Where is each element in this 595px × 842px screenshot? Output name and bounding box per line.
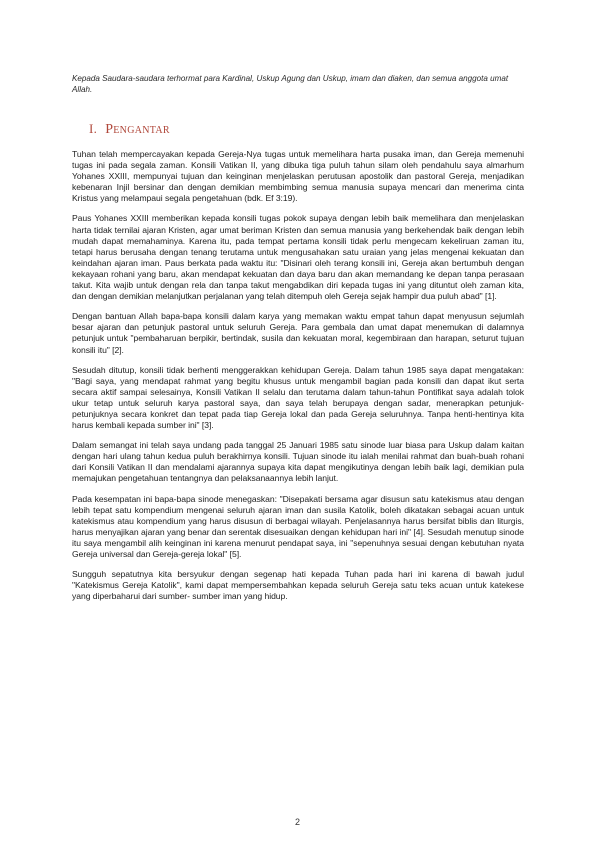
paragraph: Dalam semangat ini telah saya undang pada tanggal 25 Januari 1985 satu sinode luar biasa para Uskup dalam kaitan dengan hari ulang tahun kedua puluh berakhirnya konsili. Tujuan sinode itu ialah menilai rahmat dan buah-buah rohani dari Konsili Vatikan II dan mendalami ajarannya supaya kita dapat mengikutinya dengan lebih baik lagi, demikian pula memajukan pengetahuan tentangnya dan pelaksanaannya lebih lanjut. [72,440,524,484]
paragraph: Tuhan telah mempercayakan kepada Gereja-Nya tugas untuk memelihara harta pusaka iman, dan Gereja memenuhi tugas ini pada segala zaman. Konsili Vatikan II, yang dibuka tiga puluh tahun silam oleh pendahulu saya almarhum Yohanes XXIII, mempunyai tujuan dan keinginan menjelaskan perutusan apostolik dan pastoral Gereja, menjadikan kebenaran Injil bersinar dan dengan demikian membimbing semua manusia supaya mencari dan menerima cinta Kristus yang melampaui segala pengetahuan (bdk. Ef 3:19). [72,149,524,204]
paragraph: Sungguh sepatutnya kita bersyukur dengan segenap hati kepada Tuhan pada hari ini karena di bawah judul "Katekismus Gereja Katolik", kami dapat mempersembahkan kepada seluruh Gereja satu teks acuan untuk katekese yang diperbaharui dari sumber- sumber iman yang hidup. [72,569,524,602]
salutation: Kepada Saudara-saudara terhormat para Kardinal, Uskup Agung dan Uskup, imam dan diaken, dan semua anggota umat Allah. [72,74,509,94]
paragraph: Dengan bantuan Allah bapa-bapa konsili dalam karya yang memakan waktu empat tahun dapat menyusun sejumlah besar ajaran dan petunjuk pastoral untuk seluruh Gereja. Para gembala dan umat dapat menemukan di dalamnya petunjuk untuk "pembaharuan berpikir, bertindak, susila dan kekuatan moral, kegembiraan dan harapan, seturut tujuan konsili itu" [2]. [72,311,524,355]
paragraph: Paus Yohanes XXIII memberikan kepada konsili tugas pokok supaya dengan lebih baik memelihara dan menjelaskan harta tidak ternilai ajaran Kristen, agar umat beriman Kristen dan semua manusia yang berkehendak baik dengan lebih mudah dapat memahaminya. Karena itu, pada tempat pertama konsili tidak perlu mengecam kekeliruan zaman itu, tetapi harus berusaha dengan tenang terutama untuk mengusahakan satu uraian yang jelas mengenai kekuatan dan keindahan ajaran iman. Paus berkata pada waktu itu: "Disinari oleh terang konsili ini, Gereja akan bertumbuh dengan kekayaan rohani yang baru, akan mendapat kekuatan dan daya baru dan akan memandang ke depan tanpa perasaan takut. Kita wajib untuk dengan rela dan tanpa takut mengabdikan diri kepada tugas ini yang dituntut oleh zaman kita, dan dengan demikian melanjutkan perjalanan yang telah ditempuh oleh Gereja sejak hampir dua puluh abad" [1]. [72,213,524,302]
section-title: Pengantar [105,122,170,137]
body-text [72,149,524,611]
section-number: I. [89,121,98,136]
paragraph: Pada kesempatan ini bapa-bapa sinode menegaskan: "Disepakati bersama agar disusun satu katekismus atau dengan lebih tepat satu kompendium mengenai seluruh ajaran iman dan susila Katolik, boleh dikatakan sebagai acuan untuk katekismus atau kompendium yang harus disusun di berbagai wilayah. Penjelasannya harus bersifat biblis dan liturgis, harus menyajikan ajaran yang benar dan serentak disesuaikan dengan kehidupan hari ini" [4]. Sesudah menutup sinode itu saya mengambil alih keinginan ini karena menurut pendapat saya, ini "sepenuhnya sesuai dengan kebutuhan nyata Gereja universal dan Gereja-gereja lokal" [5]. [72,493,524,559]
page-number: 2 [294,817,300,827]
section-heading [89,121,170,138]
paragraph: Sesudah ditutup, konsili tidak berhenti menggerakkan kehidupan Gereja. Dalam tahun 1985 saya dapat mengatakan: "Bagi saya, yang mendapat rahmat yang begitu khusus untuk mengambil bagian pada konsili dan dapat ikut serta secara aktif sampai selesainya, Konsili Vatikan II selalu dan terutama dalam tahun-tahun Pontifikat saya adalah tolok ukur tetap untuk seluruh karya pastoral saya, dan saya telah berupaya dengan sadar, menerapkan petunjuk-petunjuknya secara konkret dan tepat pada tiap Gereja lokal dan pada Gereja seluruhnya. Tanpa henti-hentinya kita harus kembali kepada sumber ini" [3]. [72,364,524,431]
